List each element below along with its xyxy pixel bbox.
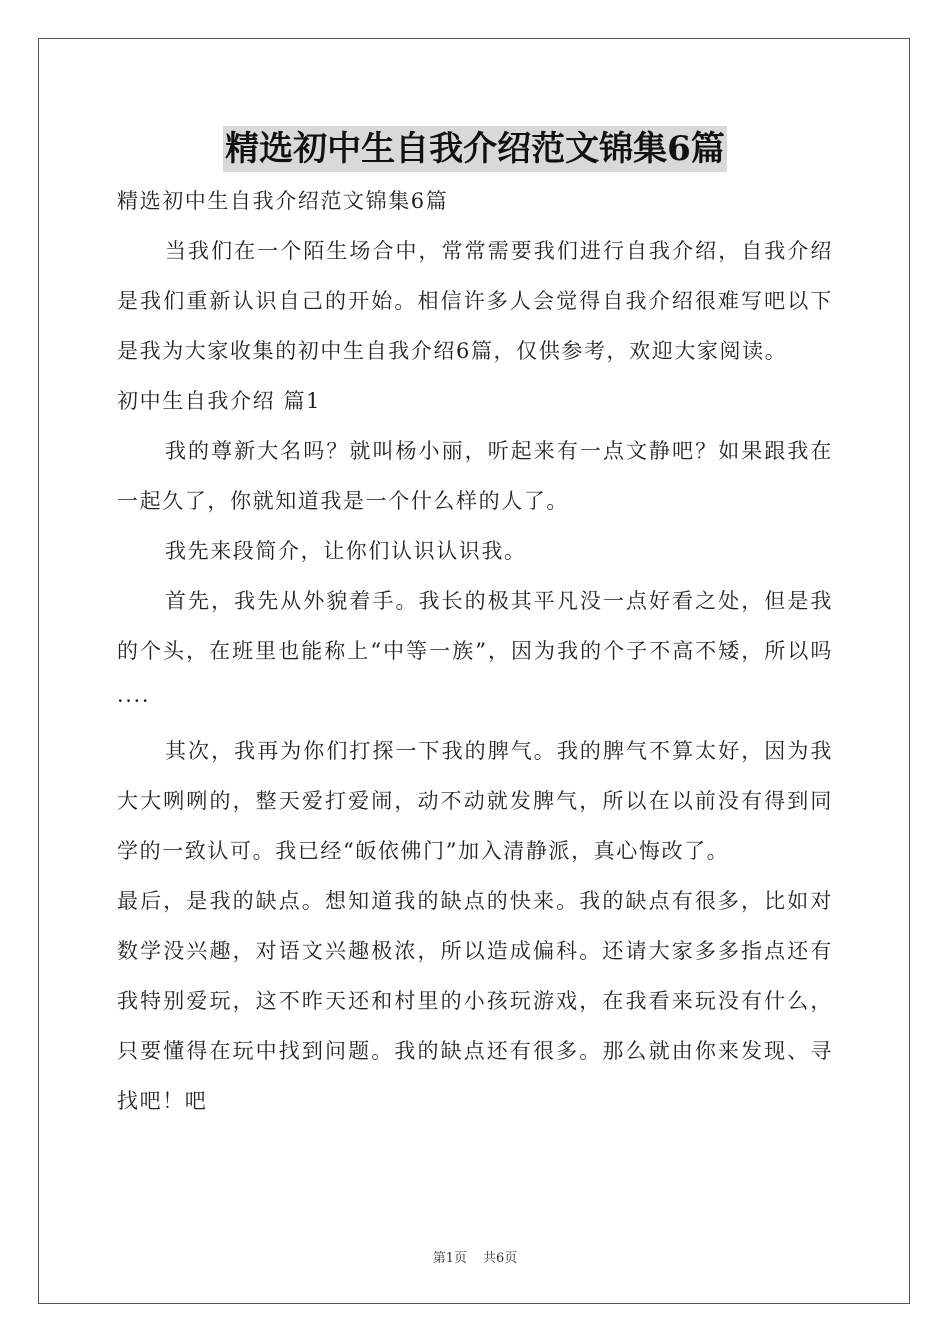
title-area xyxy=(0,126,950,172)
paragraph: 我先来段简介，让你们认识认识我。 xyxy=(165,539,527,563)
paragraph-subtitle: 精选初中生自我介绍范文锦集6篇 xyxy=(117,189,449,213)
document-body xyxy=(117,176,833,1126)
page-number: 第1页 xyxy=(432,1251,467,1266)
page-total: 共6页 xyxy=(483,1251,518,1266)
paragraph: 其次，我再为你们打探一下我的脾气。我的脾气不算太好，因为我大大咧咧的，整天爱打爱闹，动不动就发脾气，所以在以前没有得到同学的一致认可。我已经“皈依佛门”加入清静派，真心悔改了。 xyxy=(117,739,833,863)
section-heading: 初中生自我介绍 篇1 xyxy=(117,389,322,413)
page-footer xyxy=(0,1247,950,1266)
paragraph: 我的尊新大名吗？就叫杨小丽，听起来有一点文静吧？如果跟我在一起久了，你就知道我是一个什么样的人了。 xyxy=(117,439,833,513)
document-title: 精选初中生自我介绍范文锦集6篇 xyxy=(223,126,727,172)
paragraph-intro: 当我们在一个陌生场合中，常常需要我们进行自我介绍，自我介绍是我们重新认识自己的开始。相信许多人会觉得自我介绍很难写吧以下是我为大家收集的初中生自我介绍6篇，仅供参考，欢迎大家阅读。 xyxy=(117,239,833,363)
paragraph: 首先，我先从外貌着手。我长的极其平凡没一点好看之处，但是我的个头，在班里也能称上“中等一族”，因为我的个子不高不矮，所以吗···· xyxy=(117,589,833,713)
paragraph: 最后，是我的缺点。想知道我的缺点的快来。我的缺点有很多，比如对数学没兴趣，对语文兴趣极浓，所以造成偏科。还请大家多多指点还有我特别爱玩，这不昨天还和村里的小孩玩游戏，在我看来玩没有什么，只要懂得在玩中找到问题。我的缺点还有很多。那么就由你来发现、寻找吧！吧 xyxy=(117,889,833,1113)
